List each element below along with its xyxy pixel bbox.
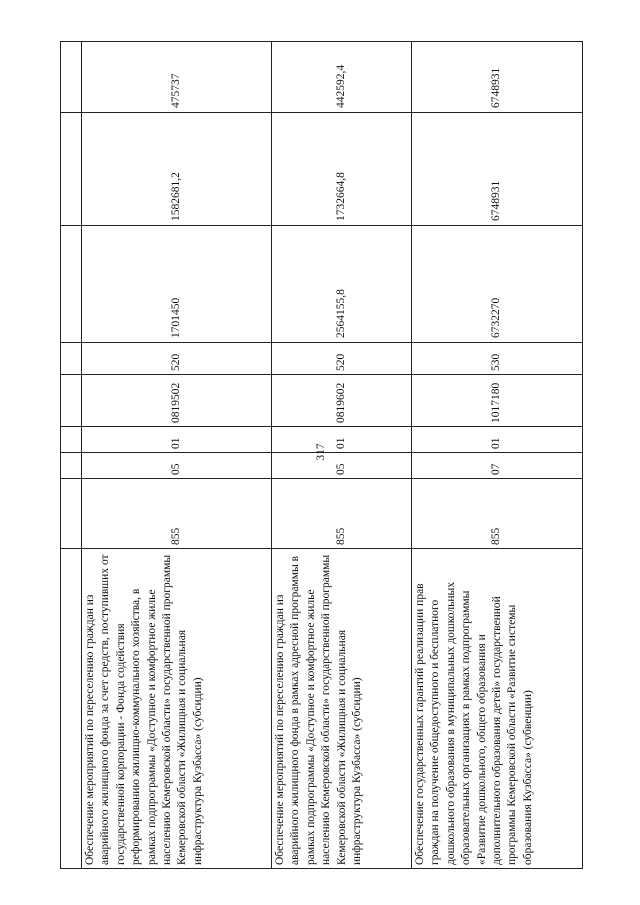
row-description: Обеспечение мероприятий по переселению граждан из аварийного жилищного фонда в рамках адресной программы в рамках подпрограммы «Доступное и комфортное жилье населению Кемеровской области» государственной программы Кемеровской области «Жилищная и социальная инфраструктура Кузбасса» (субсидии) <box>272 549 412 869</box>
table-cell <box>61 453 82 479</box>
table-cell <box>61 343 82 375</box>
amount-value-3: 475737 <box>82 42 272 113</box>
ministry-code: 855 <box>82 479 272 549</box>
ministry-code: 855 <box>412 479 583 549</box>
table-cell <box>61 549 82 869</box>
rotated-page-content <box>60 42 581 869</box>
table-row <box>82 42 272 869</box>
expense-type-code: 530 <box>412 343 583 375</box>
target-article-code: 1017180 <box>412 375 583 427</box>
table-row <box>412 42 583 869</box>
table-cell <box>61 226 82 343</box>
amount-value-3: 442592,4 <box>272 42 412 113</box>
expense-type-code: 520 <box>82 343 272 375</box>
page-number: 317 <box>315 443 327 461</box>
target-article-code: 0819602 <box>272 375 412 427</box>
section-code: 05 <box>272 453 412 479</box>
row-description: Обеспечение мероприятий по переселению граждан из аварийного жилищного фонда за счет средств, поступивших от государственной корпорации - Фонда содействия реформированию жилищно-коммунального хозяйства, в рамках подпрограммы «Доступное и комфортное жилье населению Кемеровской области» государственной программы Кемеровской области «Жилищная и социальная инфраструктура Кузбасса» (субсидии) <box>82 549 272 869</box>
table-cell <box>61 113 82 226</box>
subsection-code: 01 <box>272 427 412 453</box>
amount-value-1: 2564155,8 <box>272 226 412 343</box>
table-cell <box>61 375 82 427</box>
table-cell <box>61 427 82 453</box>
amount-value-2: 6748931 <box>412 113 583 226</box>
table-cell <box>61 42 82 113</box>
budget-table <box>60 41 583 869</box>
table-cell <box>61 479 82 549</box>
subsection-code: 01 <box>412 427 583 453</box>
section-code: 07 <box>412 453 583 479</box>
target-article-code: 0819502 <box>82 375 272 427</box>
table-header-row-blank <box>61 42 82 869</box>
amount-value-1: 1701450 <box>82 226 272 343</box>
amount-value-2: 1732664,8 <box>272 113 412 226</box>
subsection-code: 01 <box>82 427 272 453</box>
ministry-code: 855 <box>272 479 412 549</box>
row-description: Обеспечение государственных гарантий реализации прав граждан на получение общедоступного и бесплатного дошкольного образования в муниципальных дошкольных образовательных организациях в рамках подпрограммы «Развитие дошкольного, общего образования и дополнительного образования детей» государственной программы Кемеровской области «Развитие системы образования Кузбасса» (субвенции) <box>412 549 583 869</box>
amount-value-1: 6732270 <box>412 226 583 343</box>
section-code: 05 <box>82 453 272 479</box>
table-row <box>272 42 412 869</box>
expense-type-code: 520 <box>272 343 412 375</box>
amount-value-3: 6748931 <box>412 42 583 113</box>
amount-value-2: 1582681,2 <box>82 113 272 226</box>
